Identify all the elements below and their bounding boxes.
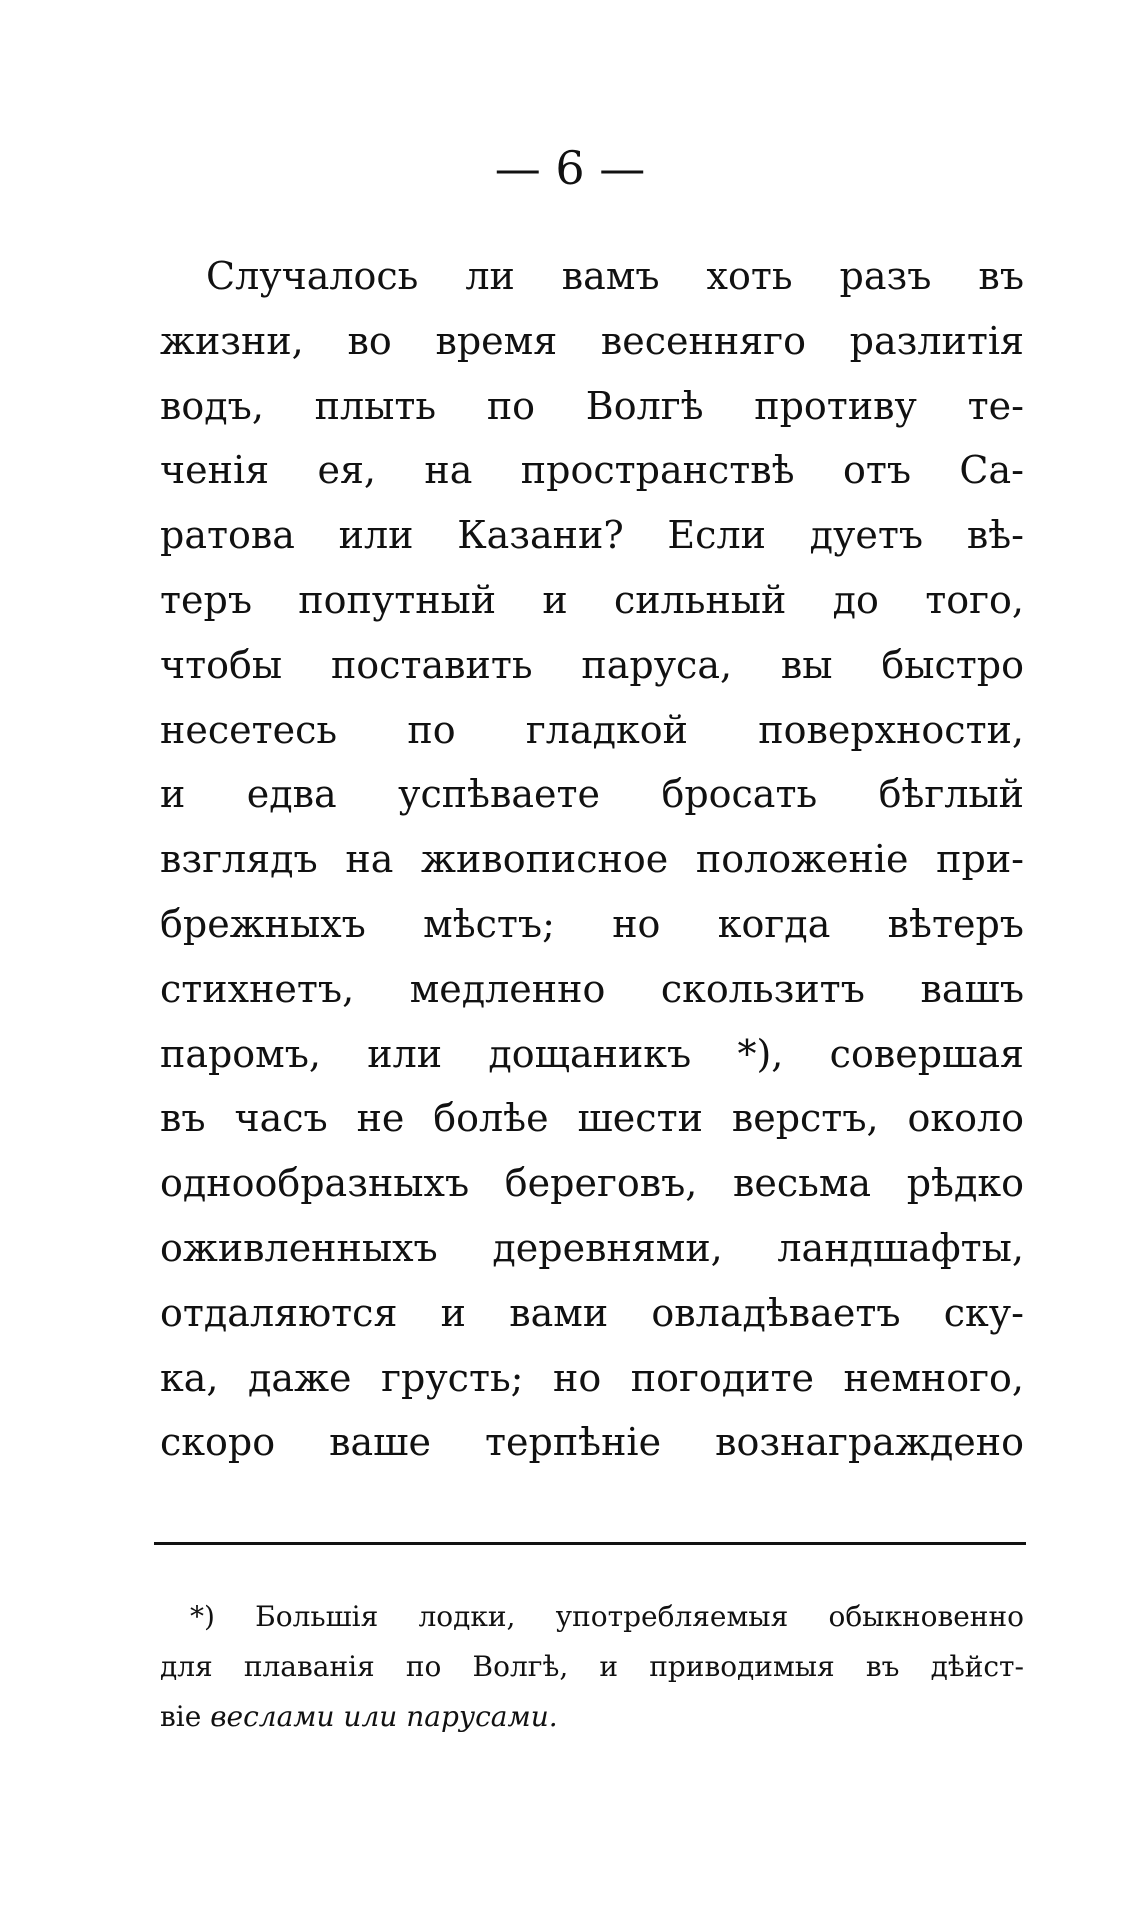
text-line: въ часъ не болѣе шести верстъ, около (160, 1096, 1024, 1141)
text-line: отдаляются и вами овладѣваетъ ску- (160, 1290, 1024, 1335)
main-text (160, 244, 1024, 1475)
text-line: оживленныхъ деревнями, ландшафты, (160, 1225, 1024, 1270)
text-line: чтобы поставить паруса, вы быстро (160, 642, 1024, 687)
text-line: водъ, плыть по Волгѣ противу те- (160, 383, 1024, 428)
page-number: — 6 — (494, 141, 646, 195)
text-line: скоро ваше терпѣніе вознаграждено (160, 1420, 1024, 1465)
text-line: однообразныхъ береговъ, весьма рѣдко (160, 1161, 1024, 1206)
footnote-text-italic: веслами или парусами. (210, 1700, 558, 1733)
footnote (160, 1592, 1024, 1742)
text-line: жизни, во время весенняго разлитія (160, 318, 1024, 363)
text-line: паромъ, или дощаникъ *), совершая (160, 1031, 1024, 1076)
text-line: ченія ея, на пространствѣ отъ Са- (160, 448, 1024, 493)
footnote-line (160, 1692, 1024, 1742)
text-line: теръ попутный и сильный до того, (160, 577, 1024, 622)
text-line: взглядъ на живописное положеніе при- (160, 837, 1024, 882)
text-line: Случалось ли вамъ хоть разъ въ (206, 254, 1024, 298)
text-line: стихнетъ, медленно скользитъ вашъ (160, 966, 1024, 1011)
text-line: брежныхъ мѣстъ; но когда вѣтеръ (160, 901, 1024, 946)
footnote-line: *) Большія лодки, употребляемыя обыкновенно (190, 1600, 1024, 1633)
text-line: ка, даже грусть; но погодите немного, (160, 1355, 1024, 1400)
text-line: и едва успѣваете бросать бѣглый (160, 772, 1024, 817)
footnote-text-regular: віе (160, 1700, 202, 1733)
text-line: ратова или Казани? Если дуетъ вѣ- (160, 513, 1024, 558)
text-line: несетесь по гладкой поверхности, (160, 707, 1024, 752)
footnote-line: для плаванія по Волгѣ, и приводимыя въ дѣйст- (160, 1650, 1024, 1683)
footnote-divider (154, 1542, 1026, 1545)
